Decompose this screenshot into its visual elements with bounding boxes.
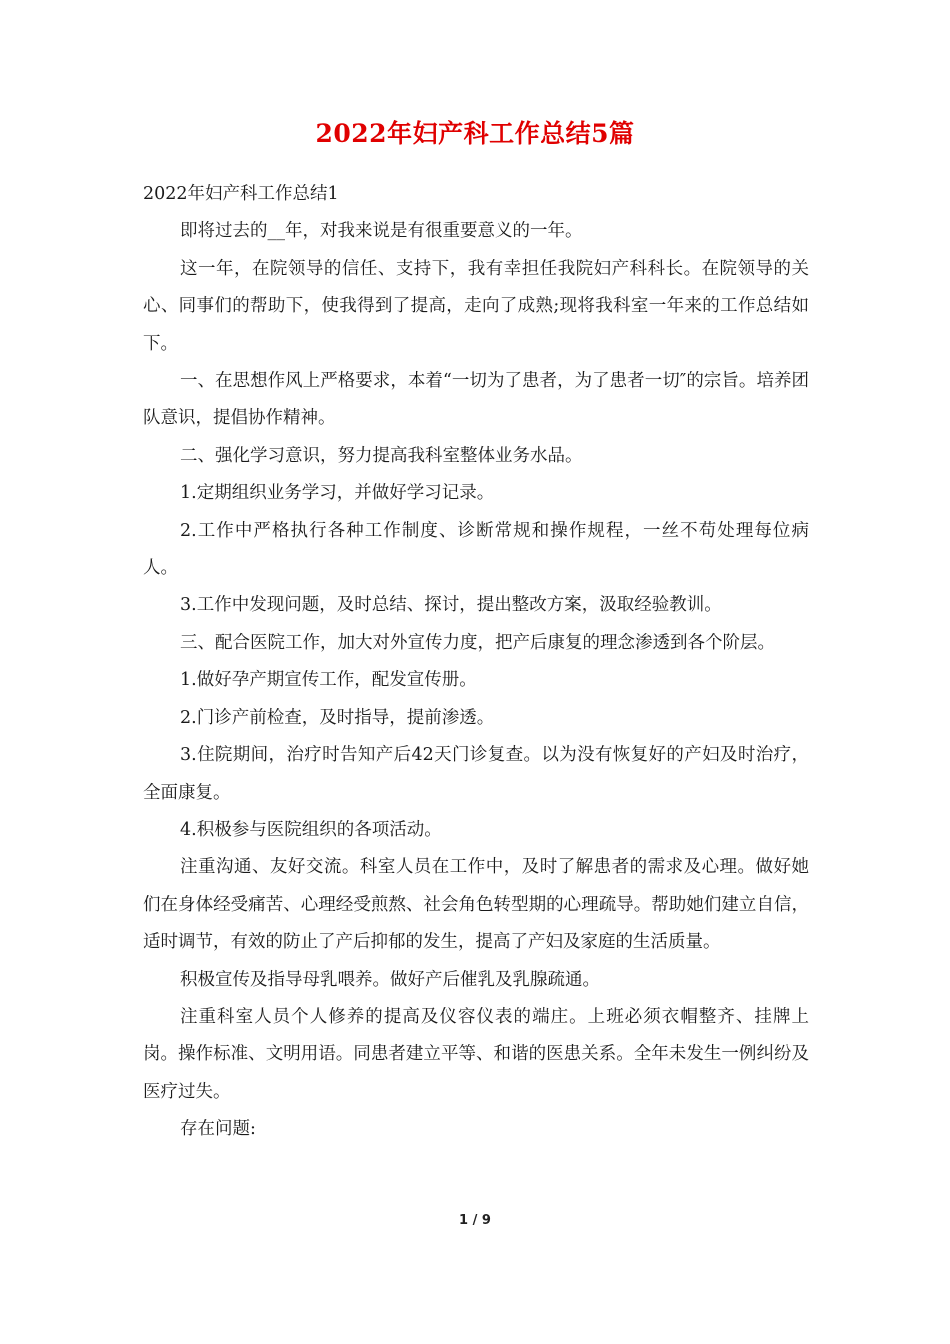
paragraph: 三、配合医院工作，加大对外宣传力度，把产后康复的理念渗透到各个阶层。 [180,632,775,653]
paragraph: 1.做好孕产期宣传工作，配发宣传册。 [180,670,477,691]
paragraph: 二、强化学习意识，努力提高我科室整体业务水品。 [180,445,583,466]
paragraph: 即将过去的__年，对我来说是有很重要意义的一年。 [180,221,583,242]
paragraph: 2.门诊产前检查，及时指导，提前渗透。 [180,707,495,728]
paragraph: 注重沟通、友好交流。科室人员在工作中，及时了解患者的需求及心理。做好她们在身体经受痛苦、心理经受煎熬、社会角色转型期的心理疏导。帮助她们建立自信，适时调节，有效的防止了产后抑郁的发生，提高了产妇及家庭的生活质量。 [143,857,809,953]
paragraph: 3.住院期间，治疗时告知产后42天门诊复查。以为没有恢复好的产妇及时治疗，全面康复。 [143,745,809,803]
paragraph: 一、在思想作风上严格要求，本着“一切为了患者，为了患者一切″的宗旨。培养团队意识，提倡协作精神。 [143,371,809,429]
paragraph: 3.工作中发现问题，及时总结、探讨，提出整改方案，汲取经验教训。 [180,595,722,616]
paragraph: 存在问题: [180,1119,256,1140]
page-number: 1 / 9 [459,1213,491,1228]
paragraph: 1.定期组织业务学习，并做好学习记录。 [180,483,495,504]
paragraph: 4.积极参与医院组织的各项活动。 [180,819,442,840]
paragraph: 这一年，在院领导的信任、支持下，我有幸担任我院妇产科科长。在院领导的关心、同事们的帮助下，使我得到了提高，走向了成熟;现将我科室一年来的工作总结如下。 [143,258,809,354]
paragraph: 注重科室人员个人修养的提高及仪容仪表的端庄。上班必须衣帽整齐、挂牌上岗。操作标准、文明用语。同患者建立平等、和谐的医患关系。全年未发生一例纠纷及医疗过失。 [143,1006,809,1102]
section-heading: 2022年妇产科工作总结1 [143,184,339,204]
paragraph: 积极宣传及指导母乳喂养。做好产后催乳及乳腺疏通。 [180,969,600,990]
document-body [143,176,809,1149]
document-title: 2022年妇产科工作总结5篇 [315,119,635,148]
paragraph: 2.工作中严格执行各种工作制度、诊断常规和操作规程，一丝不苟处理每位病人。 [143,520,809,579]
